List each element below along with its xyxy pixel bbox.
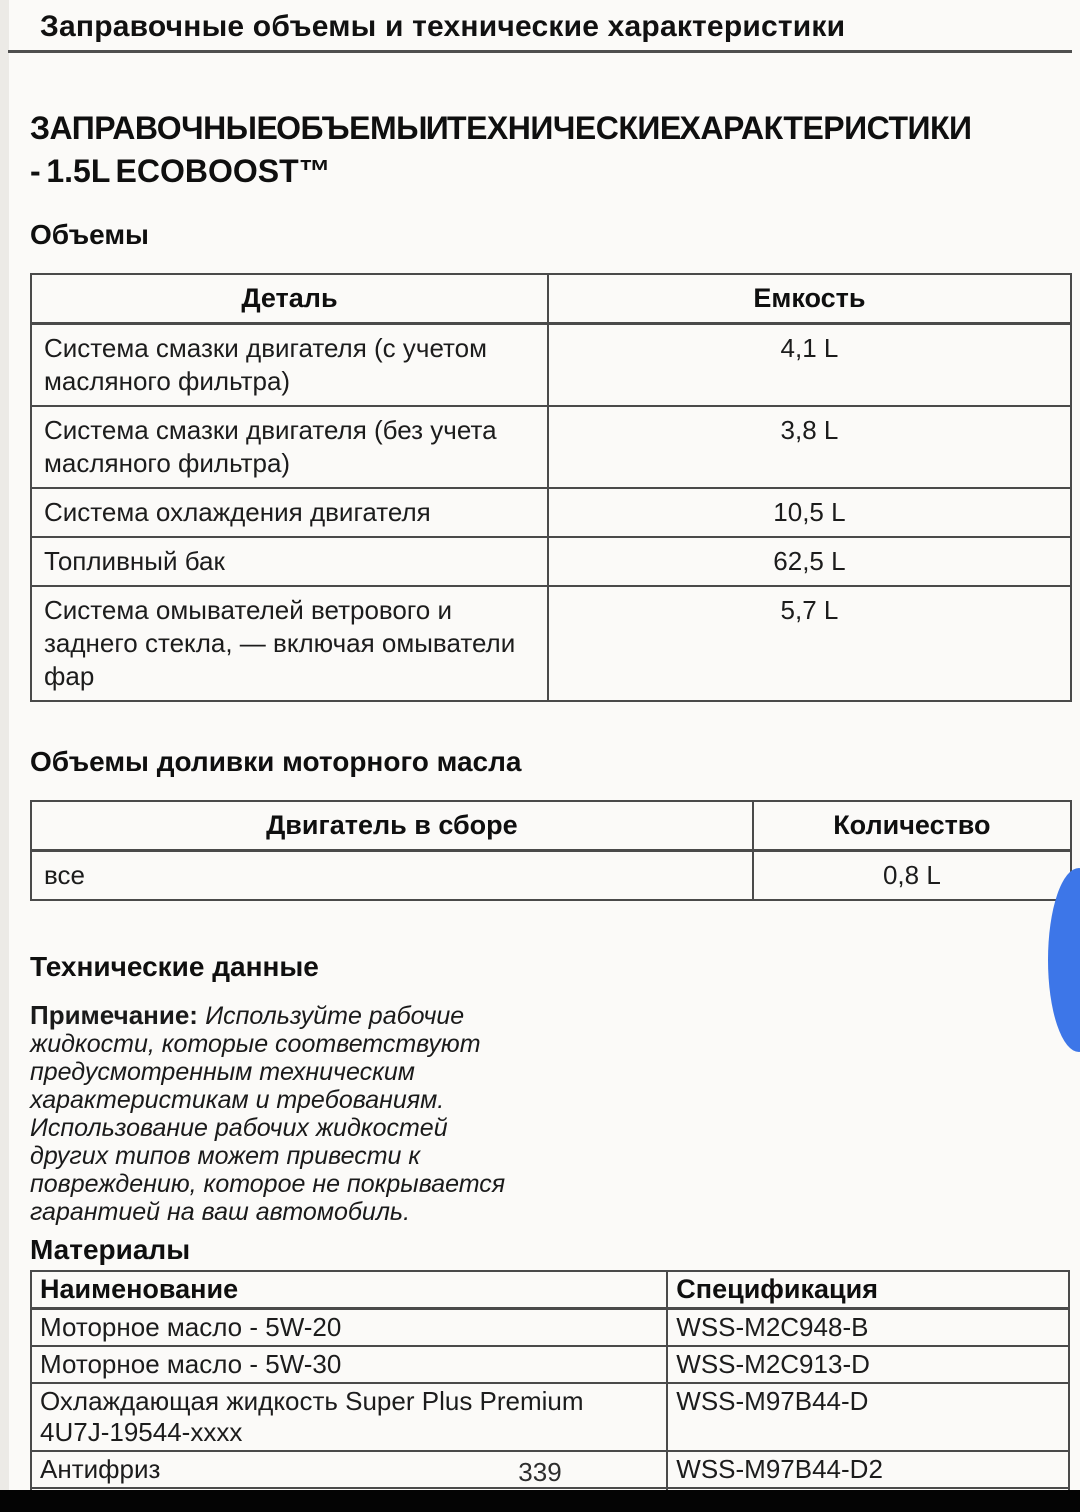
table-cell: 5,7 L bbox=[548, 586, 1071, 701]
table-cell: WSS-M97B44-D2 bbox=[667, 1451, 1069, 1488]
column-header-capacity: Емкость bbox=[548, 274, 1071, 324]
table-cell: Система омывателей ветрового и заднего стекла, — включая омыватели фар bbox=[31, 586, 548, 701]
table-cell: Охлаждающая жидкость Super Plus Premium 4U7J-19544-xxxx bbox=[31, 1383, 667, 1451]
table-cell: 62,5 L bbox=[548, 537, 1071, 586]
table-row bbox=[31, 406, 1071, 488]
capacities-header-row bbox=[31, 274, 1071, 324]
header-rule bbox=[8, 50, 1072, 53]
capacities-table bbox=[30, 273, 1072, 702]
column-header-name: Наименование bbox=[31, 1271, 667, 1309]
oil-topup-table bbox=[30, 800, 1072, 901]
bottom-bar bbox=[0, 1490, 1080, 1512]
table-cell: WSS-M2C913-D bbox=[667, 1346, 1069, 1383]
table-cell: Система смазки двигателя (с учетом масляного фильтра) bbox=[31, 324, 548, 407]
note-line: других типов может привести к bbox=[30, 1142, 421, 1170]
table-cell: Моторное масло - 5W-20 bbox=[31, 1309, 667, 1347]
table-row bbox=[31, 586, 1071, 701]
table-cell: 4,1 L bbox=[548, 324, 1071, 407]
note-label: Примечание: bbox=[30, 1000, 206, 1030]
running-header: Заправочные объемы и технические характеристики bbox=[40, 10, 846, 43]
page-title-line1: ЗАПРАВОЧНЫЕ ОБЪЕМЫ И ТЕХНИЧЕСКИЕ ХАРАКТЕРИСТИКИ bbox=[30, 110, 972, 146]
technical-data-heading: Технические данные bbox=[30, 951, 319, 982]
table-row bbox=[31, 1346, 1069, 1383]
oil-topup-header-row bbox=[31, 801, 1071, 851]
note-line: предусмотренным техническим bbox=[30, 1058, 415, 1086]
table-cell: Моторное масло - 5W-30 bbox=[31, 1346, 667, 1383]
page-title bbox=[30, 107, 1072, 193]
materials-heading: Материалы bbox=[30, 1234, 191, 1265]
table-row bbox=[31, 488, 1071, 537]
technical-note bbox=[30, 1001, 570, 1226]
table-row bbox=[31, 537, 1071, 586]
capacities-heading: Объемы bbox=[30, 219, 149, 250]
table-cell: Топливный бак bbox=[31, 537, 548, 586]
page-title-line2: - 1.5L ECOBOOST™ bbox=[30, 153, 331, 189]
table-row bbox=[31, 1309, 1069, 1347]
table-cell: Система охлаждения двигателя bbox=[31, 488, 548, 537]
table-cell: Система смазки двигателя (без учета масляного фильтра) bbox=[31, 406, 548, 488]
note-line: характеристикам и требованиям. bbox=[30, 1086, 445, 1114]
table-cell: 10,5 L bbox=[548, 488, 1071, 537]
column-header-engine: Двигатель в сборе bbox=[31, 801, 753, 851]
table-cell: 3,8 L bbox=[548, 406, 1071, 488]
note-line: жидкости, которые соответствуют bbox=[30, 1030, 481, 1058]
materials-header-row bbox=[31, 1271, 1069, 1309]
column-header-quantity: Количество bbox=[753, 801, 1071, 851]
table-row bbox=[31, 851, 1071, 901]
column-header-part: Деталь bbox=[31, 274, 548, 324]
table-row bbox=[31, 324, 1071, 407]
table-cell: WSS-M97B44-D bbox=[667, 1383, 1069, 1451]
note-line: Примечание: Используйте рабочие bbox=[30, 1000, 465, 1030]
note-line: гарантией на ваш автомобиль. bbox=[30, 1198, 411, 1226]
oil-topup-heading: Объемы доливки моторного масла bbox=[30, 746, 522, 777]
table-cell: 0,8 L bbox=[753, 851, 1071, 901]
note-line: Использование рабочих жидкостей bbox=[30, 1114, 448, 1142]
table-cell: WSS-M2C948-B bbox=[667, 1309, 1069, 1347]
column-header-specification: Спецификация bbox=[667, 1271, 1069, 1309]
page-number: 339 bbox=[518, 1457, 562, 1487]
table-cell: Антифриз bbox=[31, 1451, 667, 1488]
table-row bbox=[31, 1383, 1069, 1451]
note-line: повреждению, которое не покрывается bbox=[30, 1170, 506, 1198]
table-cell: все bbox=[31, 851, 753, 901]
